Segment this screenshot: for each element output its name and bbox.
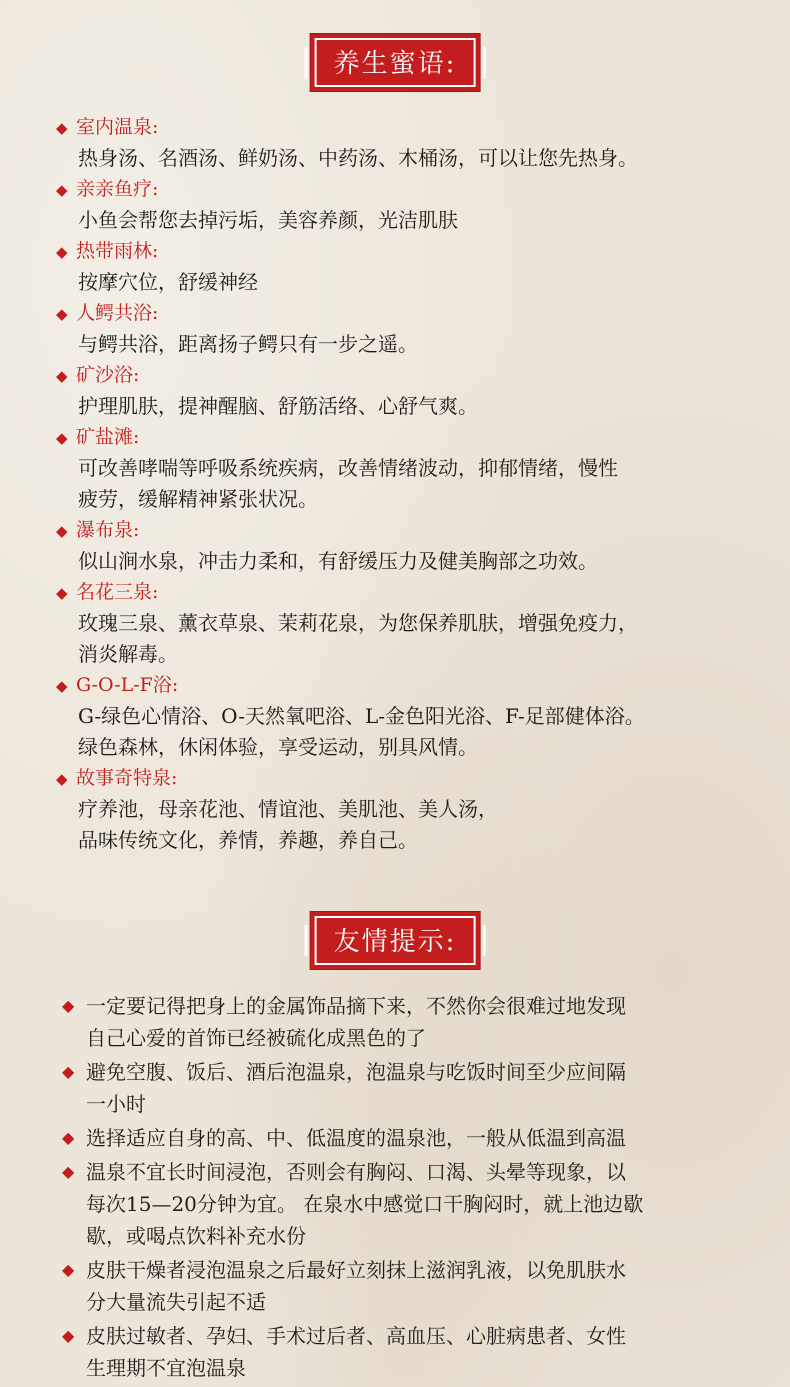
tip-text: 皮肤过敏者、孕妇、手术过后者、高血压、心脏病患者、女性 生理期不宜泡温泉 [86, 1324, 626, 1380]
list-item [62, 1254, 752, 1318]
diamond-bullet-icon: ◆ [56, 522, 68, 540]
list-item [62, 1320, 752, 1384]
diamond-bullet-icon: ◆ [62, 1162, 75, 1181]
list-item [62, 1156, 752, 1252]
item-heading: ◆ 矿沙浴: [56, 360, 756, 391]
list-item [56, 236, 756, 298]
item-description: 按摩穴位，舒缓神经 [78, 270, 258, 294]
list-item [56, 515, 756, 577]
item-heading: ◆ 热带雨林: [56, 236, 756, 267]
diamond-bullet-icon: ◆ [56, 305, 68, 323]
item-description: 小鱼会帮您去掉污垢，美容养颜，光洁肌肤 [78, 208, 458, 232]
item-heading: ◆ 室内温泉: [56, 112, 756, 143]
tip-text: 避免空腹、饭后、酒后泡温泉，泡温泉与吃饭时间至少应间隔 一小时 [86, 1060, 626, 1116]
item-description: 疗养池，母亲花池、情谊池、美肌池、美人汤， 品味传统文化，养情，养趣，养自己。 [78, 797, 498, 852]
diamond-bullet-icon: ◆ [62, 1128, 75, 1147]
diamond-bullet-icon: ◆ [56, 243, 68, 261]
list-item [56, 112, 756, 174]
tip-text: 选择适应自身的高、中、低温度的温泉池，一般从低温到高温 [86, 1126, 626, 1150]
item-description: 热身汤、名酒汤、鲜奶汤、中药汤、木桶汤，可以让您先热身。 [78, 146, 638, 170]
item-heading: ◆ G-O-L-F浴: [56, 670, 756, 701]
diamond-bullet-icon: ◆ [62, 1326, 75, 1345]
diamond-bullet-icon: ◆ [56, 584, 68, 602]
list-item [56, 360, 756, 422]
section-title-friendly-tips: 友情提示: [311, 912, 480, 969]
health-tips-list [56, 112, 756, 856]
list-item [56, 422, 756, 515]
item-description: G-绿色心情浴、O-天然氧吧浴、L-金色阳光浴、F-足部健体浴。 绿色森林，休闲体验，享受运动，别具风情。 [78, 704, 645, 759]
item-description: 玫瑰三泉、薰衣草泉、茉莉花泉，为您保养肌肤，增强免疫力， 消炎解毒。 [78, 611, 638, 666]
item-heading: ◆ 瀑布泉: [56, 515, 756, 546]
diamond-bullet-icon: ◆ [62, 1062, 75, 1081]
list-item [62, 1122, 752, 1154]
list-item [56, 298, 756, 360]
item-heading: ◆ 矿盐滩: [56, 422, 756, 453]
list-item [56, 763, 756, 856]
list-item [56, 577, 756, 670]
tip-text: 皮肤干燥者浸泡温泉之后最好立刻抹上滋润乳液，以免肌肤水 分大量流失引起不适 [86, 1258, 626, 1314]
diamond-bullet-icon: ◆ [56, 770, 68, 788]
section-title-health-tips: 养生蜜语: [311, 34, 480, 91]
list-item [56, 174, 756, 236]
diamond-bullet-icon: ◆ [56, 181, 68, 199]
item-heading: ◆ 人鳄共浴: [56, 298, 756, 329]
item-heading: ◆ 亲亲鱼疗: [56, 174, 756, 205]
list-item [56, 670, 756, 763]
diamond-bullet-icon: ◆ [62, 996, 75, 1015]
item-description: 似山涧水泉，冲击力柔和，有舒缓压力及健美胸部之功效。 [78, 549, 598, 573]
diamond-bullet-icon: ◆ [62, 1260, 75, 1279]
friendly-tips-list [62, 990, 752, 1386]
item-heading: ◆ 名花三泉: [56, 577, 756, 608]
diamond-bullet-icon: ◆ [56, 119, 68, 137]
list-item [62, 990, 752, 1054]
item-description: 可改善哮喘等呼吸系统疾病，改善情绪波动，抑郁情绪，慢性 疲劳，缓解精神紧张状况。 [78, 456, 618, 511]
item-heading: ◆ 故事奇特泉: [56, 763, 756, 794]
item-description: 护理肌肤，提神醒脑、舒筋活络、心舒气爽。 [78, 394, 478, 418]
diamond-bullet-icon: ◆ [56, 429, 68, 447]
tip-text: 温泉不宜长时间浸泡，否则会有胸闷、口渴、头晕等现象，以 每次15—20分钟为宜。 在泉水中感觉口干胸闷时，就上池边歇 歇，或喝点饮料补充水份 [86, 1160, 644, 1248]
diamond-bullet-icon: ◆ [56, 367, 68, 385]
item-description: 与鳄共浴，距离扬子鳄只有一步之遥。 [78, 332, 418, 356]
list-item [62, 1056, 752, 1120]
tip-text: 一定要记得把身上的金属饰品摘下来，不然你会很难过地发现 自己心爱的首饰已经被硫化成黑色的了 [86, 994, 626, 1050]
diamond-bullet-icon: ◆ [56, 677, 68, 695]
